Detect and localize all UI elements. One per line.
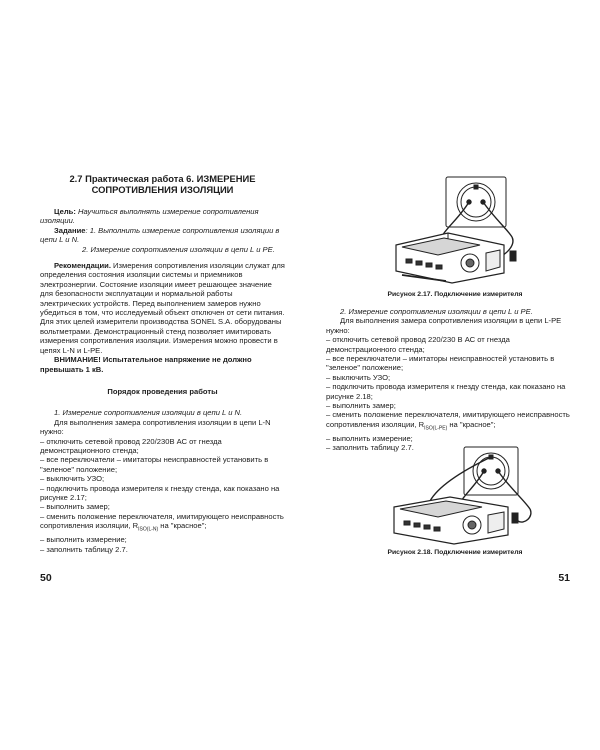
list-item: – выполнить замер;: [326, 401, 396, 411]
list-item: – выполнить измерение;: [40, 535, 127, 545]
right-page: [300, 0, 600, 750]
warning-text: ВНИМАНИЕ! Испытательное напряжение не должно превышать 1 кВ.: [40, 355, 252, 374]
task-paragraph: Задание: 1. Выполнить измерение сопротивления изоляции в цепи L и N.: [40, 225, 280, 245]
step-heading: 1. Измерение сопротивления изоляции в цепи L и N.: [54, 408, 243, 418]
list-item: – все переключатели – имитаторы неисправностей установить в "зеленое" положение;: [326, 354, 555, 373]
step-intro: Для выполнения замера сопротивления изоляции в цепи L-PE нужно:: [326, 316, 562, 335]
step-intro: Для выполнения замера сопротивления изоляции в цепи L-N нужно:: [40, 417, 271, 437]
list-item: – отключить сетевой провод 220/230В АС от гнезда демонстрационного стенда;: [40, 436, 222, 455]
recommendations-paragraph: Рекомендации. Измерения сопротивления изоляции служат для определения состояния изоляции системы и приемников электроэнергии. Состояние изоляции имеет решающее значение для безопасности эксплуатации и нормальной работы электрических устройств. Перед выполнением замеров нужно убедиться в том, что исследуемый объект отключен от сети питания. Для этих целей измерители производства SONEL S.A. оборудованы вольтметрами. Демонстрационный стенд позволяет имитировать измерения сопротивления изоляции. Измерения можно провести в цепях L-N и L-PE.: [40, 261, 285, 355]
left-text-column: [40, 174, 285, 554]
list-item: – заполнить таблицу 2.7.: [40, 544, 128, 554]
list-item: – отключить сетевой провод 220/230 В АС от гнезда демонстрационного стенда;: [326, 335, 510, 354]
meter-connection-figure-2: [384, 445, 546, 545]
right-text-column: [326, 307, 574, 453]
page-number: 51: [558, 572, 570, 584]
list-item-switch: – сменить положение переключателя, имитирующего неисправность сопротивления изоляции, $R_{ISO(L-N)}$ на "красное";: [40, 511, 284, 533]
procedure-heading: Порядок проведения работы: [107, 386, 218, 396]
meter-connection-figure-1: [388, 175, 538, 285]
page-number: 50: [40, 572, 52, 584]
step-heading: 2. Измерение сопротивления изоляции в цепи L и PE.: [340, 307, 533, 316]
figure-caption: Рисунок 2.17. Подключение измерителя: [387, 291, 523, 298]
list-item: – заполнить таблицу 2.7.: [326, 443, 414, 453]
list-item: – подключить провода измерителя к гнезду стенда, как показано на рисунке 2.18;: [326, 382, 566, 401]
list-item: – выполнить замер;: [40, 502, 110, 512]
task-2: 2. Измерение сопротивления изоляции в цепи L и PE.: [82, 244, 275, 254]
goal-paragraph: Цель: Научиться выполнять измерение сопротивления изоляции.: [40, 207, 259, 226]
list-item: – подключить провода измерителя к гнезду стенда, как показано на рисунке 2.17;: [40, 483, 280, 502]
list-item-switch: – сменить положение переключателя, имитирующего неисправность сопротивления изоляции, $R_{ISO(L-PE)}$ на "красное";: [326, 410, 570, 432]
list-item: – все переключатели – имитаторы неисправностей установить в "зеленое" положение;: [40, 455, 269, 474]
list-item: – выключить УЗО;: [326, 372, 391, 382]
figure-caption: Рисунок 2.18. Подключение измерителя: [387, 549, 523, 556]
section-title: 2.7 Практическая работа 6. ИЗМЕРЕНИЕ СОПРОТИВЛЕНИЯ ИЗОЛЯЦИИ: [69, 173, 256, 195]
list-item: – выключить УЗО;: [40, 474, 105, 484]
list-item: – выполнить измерение;: [326, 433, 413, 443]
